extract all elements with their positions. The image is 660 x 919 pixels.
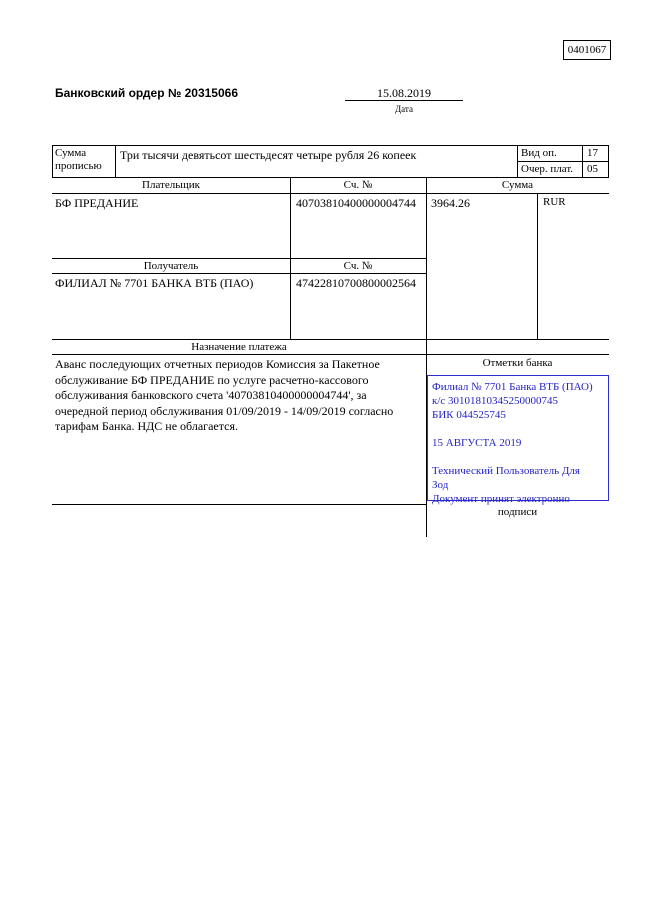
recipient-account: 47422810700800002564 bbox=[296, 276, 416, 290]
currency-code: RUR bbox=[543, 196, 566, 208]
table-border-left-top bbox=[52, 145, 53, 177]
purpose-line: очередной период обслуживания 01/09/2019 - 14/09/2019 согласно bbox=[55, 403, 394, 418]
operation-type-label: Вид оп. bbox=[521, 147, 557, 159]
payer-account: 40703810400000004744 bbox=[296, 196, 416, 210]
bank-marks-header: Отметки банка bbox=[482, 357, 553, 369]
table-border-top bbox=[52, 145, 609, 146]
bank-stamp bbox=[427, 375, 609, 505]
divider-amount-label bbox=[115, 145, 116, 177]
form-code: 0401067 bbox=[563, 40, 611, 60]
stamp-line: БИК 044525745 bbox=[432, 409, 506, 421]
divider-recipient-top bbox=[52, 258, 427, 259]
amount-words-text: Три тысячи девятьсот шестьдесят четыре рубля 26 копеек bbox=[120, 148, 417, 162]
document-title: Банковский ордер № 20315066 bbox=[55, 86, 238, 100]
stamp-line: Документ принят электронно bbox=[432, 493, 570, 505]
purpose-line: обслуживание БФ ПРЕДАНИЕ по услуге расчетно-кассового bbox=[55, 372, 369, 387]
divider-purpose-top bbox=[52, 339, 609, 340]
recipient-account-header: Сч. № bbox=[343, 260, 373, 272]
purpose-line: обслуживания банковского счета '40703810400000004744', за bbox=[55, 388, 367, 402]
purpose-line: Аванс последующих отчетных периодов Комиссия за Пакетное bbox=[55, 357, 380, 371]
divider-header-row-bottom bbox=[52, 193, 609, 194]
purpose-line: тарифам Банка. НДС не облагается. bbox=[55, 419, 238, 433]
payment-priority-label: Очер. плат. bbox=[521, 163, 574, 175]
amount-words-label: Сумма прописью bbox=[55, 147, 102, 172]
purpose-header: Назначение платежа bbox=[191, 341, 287, 353]
amount-value: 3964.26 bbox=[431, 196, 470, 210]
divider-operation-row bbox=[517, 161, 609, 162]
divider-header-row-top bbox=[52, 177, 609, 178]
divider-purpose-bottom bbox=[52, 504, 427, 505]
stamp-line: Филиал № 7701 Банка ВТБ (ПАО) bbox=[432, 381, 593, 393]
stamp-date: 15 АВГУСТА 2019 bbox=[432, 437, 522, 449]
payment-priority-value: 05 bbox=[587, 163, 598, 175]
date-value: 15.08.2019 bbox=[377, 86, 431, 100]
signatures-label: подписи bbox=[497, 506, 538, 518]
sum-header: Сумма bbox=[501, 179, 534, 191]
date-underline bbox=[345, 100, 463, 101]
stamp-line: Технический Пользователь Для bbox=[432, 465, 580, 477]
payer-account-header: Сч. № bbox=[343, 179, 373, 191]
date-caption: Дата bbox=[395, 104, 413, 114]
recipient-header: Получатель bbox=[143, 260, 199, 272]
payer-name: БФ ПРЕДАНИЕ bbox=[55, 196, 139, 210]
stamp-line: Зод bbox=[432, 479, 449, 491]
payer-header: Плательщик bbox=[142, 179, 200, 191]
operation-type-value: 17 bbox=[587, 147, 598, 159]
purpose-text bbox=[55, 357, 393, 435]
recipient-name: ФИЛИАЛ № 7701 БАНКА ВТБ (ПАО) bbox=[55, 276, 254, 290]
divider-currency-col bbox=[537, 193, 538, 339]
divider-purpose-header bbox=[52, 354, 609, 355]
stamp-line: к/с 30101810345250000745 bbox=[432, 395, 559, 407]
divider-recipient-header bbox=[52, 273, 427, 274]
